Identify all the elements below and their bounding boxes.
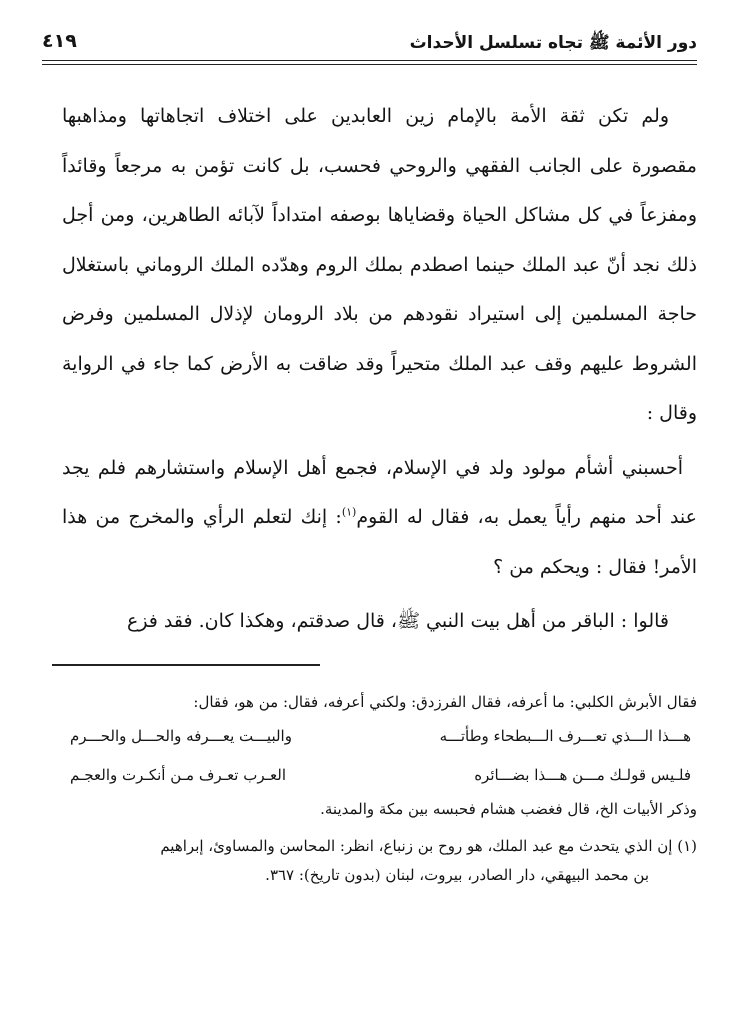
running-header xyxy=(42,30,697,58)
verse-second-hemistich: العـرب تعـرف مـن أنكـرت والعجـم xyxy=(70,766,287,784)
quote-text-end: : إنك لتعلم الرأي والمخرج من هذا الأمر! فقال : ويحكم من ؟ xyxy=(62,506,697,578)
main-text xyxy=(62,92,697,647)
paragraph: قالوا : الباقر من أهل بيت النبي ﷺ، قال صدقتم، وهكذا كان. فقد فزع xyxy=(126,610,669,632)
page-number: ٤١٩ xyxy=(42,30,77,52)
footnote-divider xyxy=(52,664,320,666)
footnote-1: (١) إن الذي يتحدث مع عبد الملك، هو روح بن زنباع، انظر: المحاسن والمساوئ، إبراهيم xyxy=(160,837,697,855)
poem-verse xyxy=(52,756,697,795)
header-divider xyxy=(42,60,697,65)
footnote-continuation: فقال الأبرش الكلبي: ما أعرفه، فقال الفرزدق: ولكني أعرفه، فقال: من هو، فقال: xyxy=(193,693,697,711)
verse-first-hemistich: هـــذا الـــذي تعـــرف الـــبطحاء وطأتـــه xyxy=(439,727,691,745)
footnote-reference[interactable]: (١) xyxy=(341,505,357,519)
verse-second-hemistich: والبيـــت يعـــرفه والحـــل والحـــرم xyxy=(70,727,292,745)
poem-verse xyxy=(52,717,697,756)
verse-first-hemistich: فلـيس قولـك مـــن هـــذا بضـــائره xyxy=(474,766,691,784)
footnote-continuation-end: وذكر الأبيات الخ، قال فغضب هشام فحبسه بين مكة والمدينة. xyxy=(320,800,697,818)
header-title: دور الأئمة ﷺ تجاه تسلسل الأحداث xyxy=(409,33,697,53)
footnote-1-continued: بن محمد البيهقي، دار الصادر، بيروت، لبنان (بدون تاريخ): ٣٦٧. xyxy=(265,866,649,884)
quote-text-start: أحسبني أشأم مولود ولد في الإسلام، فجمع أهل الإسلام واستشارهم فلم يجد عند أحد منهم رأياً يعمل به، فقال له القوم xyxy=(62,456,697,528)
quoted-paragraph xyxy=(62,444,697,593)
footnotes-section xyxy=(52,688,697,890)
paragraph: ولم تكن ثقة الأمة بالإمام زين العابدين على اختلاف اتجاهاتها ومذاهبها مقصورة على الجانب الفقهي والروحي فحسب، بل كانت تؤمن به مرجعاً وقائداً ومفزعاً في كل مشاكل الحياة وقضاياها بوصفه امتداداً لآبائه الطاهرين، ومن أجل ذلك نجد أنّ عبد الملك حينما اصطدم بملك الروم وهدّده الملك الروماني باستغلال حاجة المسلمين إلى استيراد نقودهم من بلاد الرومان لإذلال المسلمين وفرض الشروط عليهم وقف عبد الملك متحيراً وقد ضاقت به الأرض كما جاء في الرواية وقال : xyxy=(62,105,697,424)
